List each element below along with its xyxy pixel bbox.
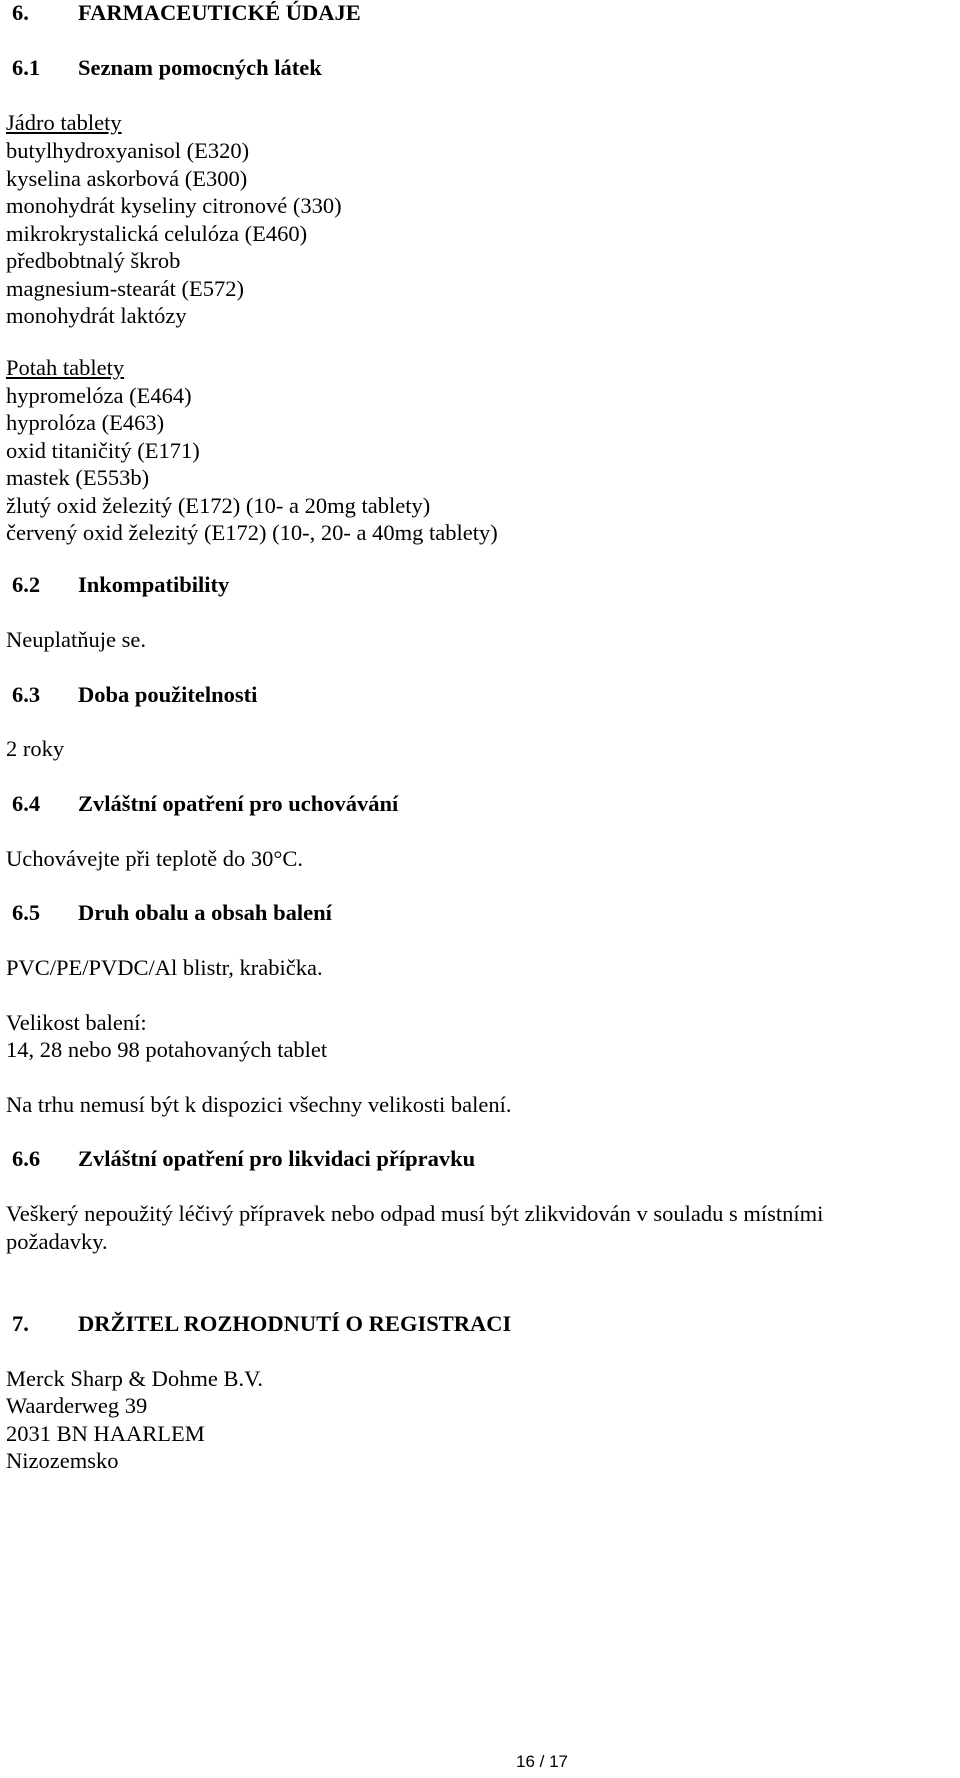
coating-item: hypromelóza (E464) <box>6 383 192 408</box>
coating-item: červený oxid železitý (E172) (10-, 20- a 40mg tablety) <box>6 520 498 545</box>
excipient-item: mikrokrystalická celulóza (E460) <box>6 221 308 246</box>
section-title: Zvláštní opatření pro uchovávání <box>78 791 399 816</box>
page-number: 16 / 17 <box>516 1752 568 1771</box>
section-text: 2 roky <box>6 736 65 761</box>
section-text: Neuplatňuje se. <box>6 627 146 652</box>
availability-note: Na trhu nemusí být k dispozici všechny velikosti balení. <box>6 1092 512 1117</box>
excipient-item: magnesium-stearát (E572) <box>6 276 245 301</box>
section-text: Veškerý nepoužitý léčivý přípravek nebo odpad musí být zlikvidován v souladu s místními <box>6 1201 824 1226</box>
core-heading: Jádro tablety <box>6 110 122 135</box>
section-title: DRŽITEL ROZHODNUTÍ O REGISTRACI <box>78 1311 512 1336</box>
section-title: Druh obalu a obsah balení <box>78 900 332 925</box>
coating-item: oxid titaničitý (E171) <box>6 438 200 463</box>
excipient-item: monohydrát laktózy <box>6 303 187 328</box>
section-title: FARMACEUTICKÉ ÚDAJE <box>78 0 361 25</box>
address-line: Nizozemsko <box>6 1448 119 1473</box>
excipient-item: butylhydroxyanisol (E320) <box>6 138 250 163</box>
section-number: 6. <box>12 0 29 25</box>
excipient-item: kyselina askorbová (E300) <box>6 166 248 191</box>
section-number: 6.3 <box>12 682 41 707</box>
section-title: Doba použitelnosti <box>78 682 258 707</box>
section-text: požadavky. <box>6 1229 108 1254</box>
address-line: Waarderweg 39 <box>6 1393 148 1418</box>
section-title: Inkompatibility <box>78 572 230 597</box>
section-number: 6.2 <box>12 572 41 597</box>
section-title: Zvláštní opatření pro likvidaci přípravku <box>78 1146 476 1171</box>
address-line: 2031 BN HAARLEM <box>6 1421 205 1446</box>
address-line: Merck Sharp & Dohme B.V. <box>6 1366 264 1391</box>
excipient-item: předbobtnalý škrob <box>6 248 181 273</box>
excipient-item: monohydrát kyseliny citronové (330) <box>6 193 342 218</box>
coating-item: mastek (E553b) <box>6 465 150 490</box>
section-number: 6.4 <box>12 791 41 816</box>
section-title: Seznam pomocných látek <box>78 55 322 80</box>
pack-size-label: Velikost balení: <box>6 1010 147 1035</box>
section-number: 6.6 <box>12 1146 41 1171</box>
coating-item: žlutý oxid železitý (E172) (10- a 20mg tablety) <box>6 493 431 518</box>
pack-sizes: 14, 28 nebo 98 potahovaných tablet <box>6 1037 328 1062</box>
section-number: 6.5 <box>12 900 41 925</box>
coating-heading: Potah tablety <box>6 355 125 380</box>
section-text: PVC/PE/PVDC/Al blistr, krabička. <box>6 955 323 980</box>
section-text: Uchovávejte při teplotě do 30°C. <box>6 846 304 871</box>
section-number: 6.1 <box>12 55 41 80</box>
coating-item: hyprolóza (E463) <box>6 410 165 435</box>
section-number: 7. <box>12 1311 29 1336</box>
